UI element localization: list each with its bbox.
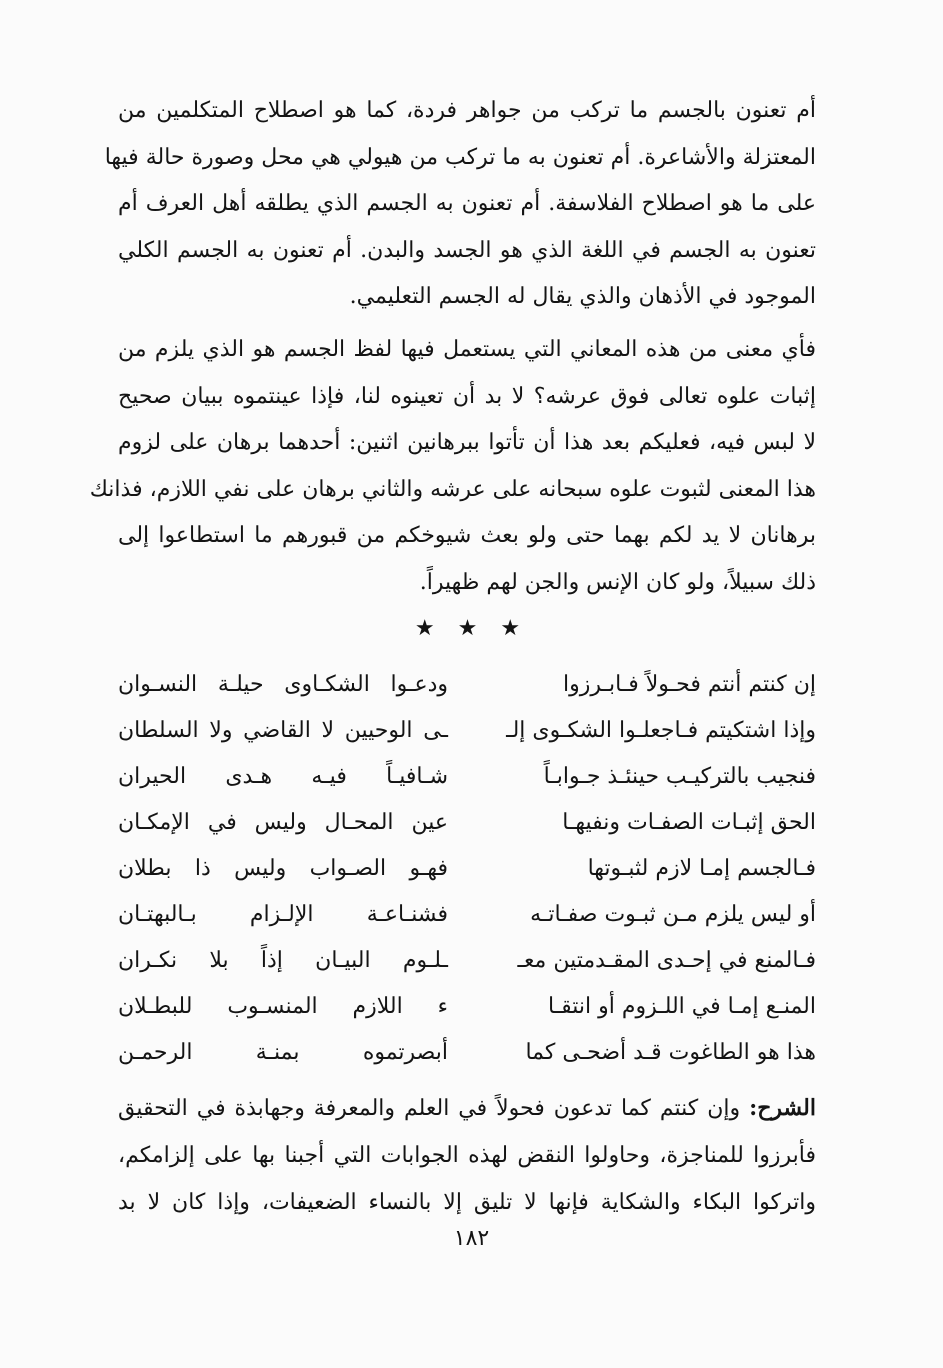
verse-second-hemistich: ـلـوم البيـان إذاً بلا نكـران (118, 948, 448, 973)
page-number: ١٨٢ (453, 1226, 490, 1251)
poem-verse (118, 1030, 816, 1076)
verse-first-hemistich: المنـع إمـا في اللـزوم أو انتقـا (547, 994, 816, 1019)
poem-verse (118, 754, 816, 800)
paragraph-commentary (118, 1085, 816, 1226)
poem-verse (118, 846, 816, 892)
paragraph-body-argument (89, 327, 816, 607)
verse-second-hemistich: ء اللازم المنسـوب للبطـلان (118, 994, 448, 1019)
verse-second-hemistich: ودعـوا الشكـاوى حيلـة النسـوان (118, 672, 448, 697)
paragraph-body-intro (104, 88, 816, 321)
verse-first-hemistich: فـالمنع في إحـدى المقـدمتين معـ (517, 948, 816, 973)
poem-verse (118, 800, 816, 846)
verse-second-hemistich: فشنـاعـة الإلـزام بـالبهتـان (118, 902, 448, 927)
verse-second-hemistich: أبصرتموه بمنـة الرحمـن (118, 1040, 448, 1065)
text-line: أم تعنون بالجسم ما تركب من جواهر فردة، كما هو اصطلاح المتكلمين من (118, 98, 816, 123)
verse-first-hemistich: فنجيب بالتركيـب حينئـذ جـوابـاً (543, 764, 816, 789)
text-line (118, 1085, 816, 1132)
text-line: الموجود في الأذهان والذي يقال له الجسم التعليمي. (349, 284, 816, 310)
section-separator: ★ ★ ★ (414, 616, 529, 641)
verse-second-hemistich: فهـو الصـواب وليس ذا بطلان (118, 856, 448, 881)
text-line: فأبرزوا للمناجزة، وحاولوا النقض لهذه الجوابات التي أجبنا بها على إلزامكم، (118, 1143, 816, 1168)
verse-second-hemistich: عين المحـال وليس في الإمكـان (118, 810, 448, 835)
verse-first-hemistich: وإذا اشتكيتم فـاجعلـوا الشكـوى إلـ (506, 718, 816, 743)
verse-first-hemistich: هذا هو الطاغوت قـد أضحـى كما (525, 1040, 816, 1065)
text-line: برهانان لا يد لكم بهما حتى ولو بعث شيوخكم من قبورهم ما استطاعوا إلى (118, 523, 816, 549)
commentary-text: وإن كنتم كما تدعون فحولاً في العلم والمعرفة وجهابذة في التحقيق (118, 1096, 750, 1121)
text-line: على ما هو اصطلاح الفلاسفة. أم تعنون به الجسم الذي يطلقه أهل العرف أم (118, 191, 816, 217)
text-line: إثبات علوه تعالى فوق عرشه؟ لا بد أن تعينوه لنا، فإذا عينتموه ببيان صحيح (118, 383, 816, 409)
poem-verse (118, 662, 816, 708)
verse-second-hemistich: شـافيـاً فيـه هـدى الحيران (118, 764, 448, 789)
text-line: فأي معنى من هذه المعاني التي يستعمل فيها لفظ الجسم هو الذي يلزم من (118, 337, 816, 362)
verse-first-hemistich: الحق إثبـات الصفـات ونفيهـا (562, 810, 816, 835)
text-line: واتركوا البكاء والشكاية فإنها لا تليق إلا بالنساء الضعيفات، وإذا كان لا بد (118, 1190, 816, 1215)
verse-first-hemistich: إن كنتم أنتم فحـولاً فـابـرزوا (563, 672, 816, 697)
text-line: لا لبس فيه، فعليكم بعد هذا أن تأتوا ببرهانين اثنين: أحدهما برهان على لزوم (118, 430, 816, 456)
poem-verse (118, 984, 816, 1030)
poem-verse (118, 892, 816, 938)
commentary-label: الشرح: (749, 1095, 816, 1121)
text-line: ذلك سبيلاً، ولو كان الإنس والجن لهم ظهيراً. (419, 569, 816, 595)
verse-second-hemistich: ـى الوحيين لا القاضي ولا السلطان (118, 718, 448, 743)
poem-verse (118, 708, 816, 754)
text-line: المعتزلة والأشاعرة. أم تعنون به ما تركب من هيولي هي محل وصورة حالة فيها (104, 144, 816, 170)
text-line: تعنون به الجسم في اللغة الذي هو الجسد والبدن. أم تعنون به الجسم الكلي (118, 237, 816, 263)
text-line: هذا المعنى لثبوت علوه سبحانه على عرشه والثاني برهان على نفي اللازم، فذانك (89, 476, 816, 502)
verse-first-hemistich: فـالجسم إمـا لازم لثبـوتها (587, 856, 816, 881)
poem-verse (118, 938, 816, 984)
poem-verses (118, 662, 816, 1072)
verse-first-hemistich: أو ليس يلزم مـن ثبـوت صفـاتـه (530, 902, 816, 927)
